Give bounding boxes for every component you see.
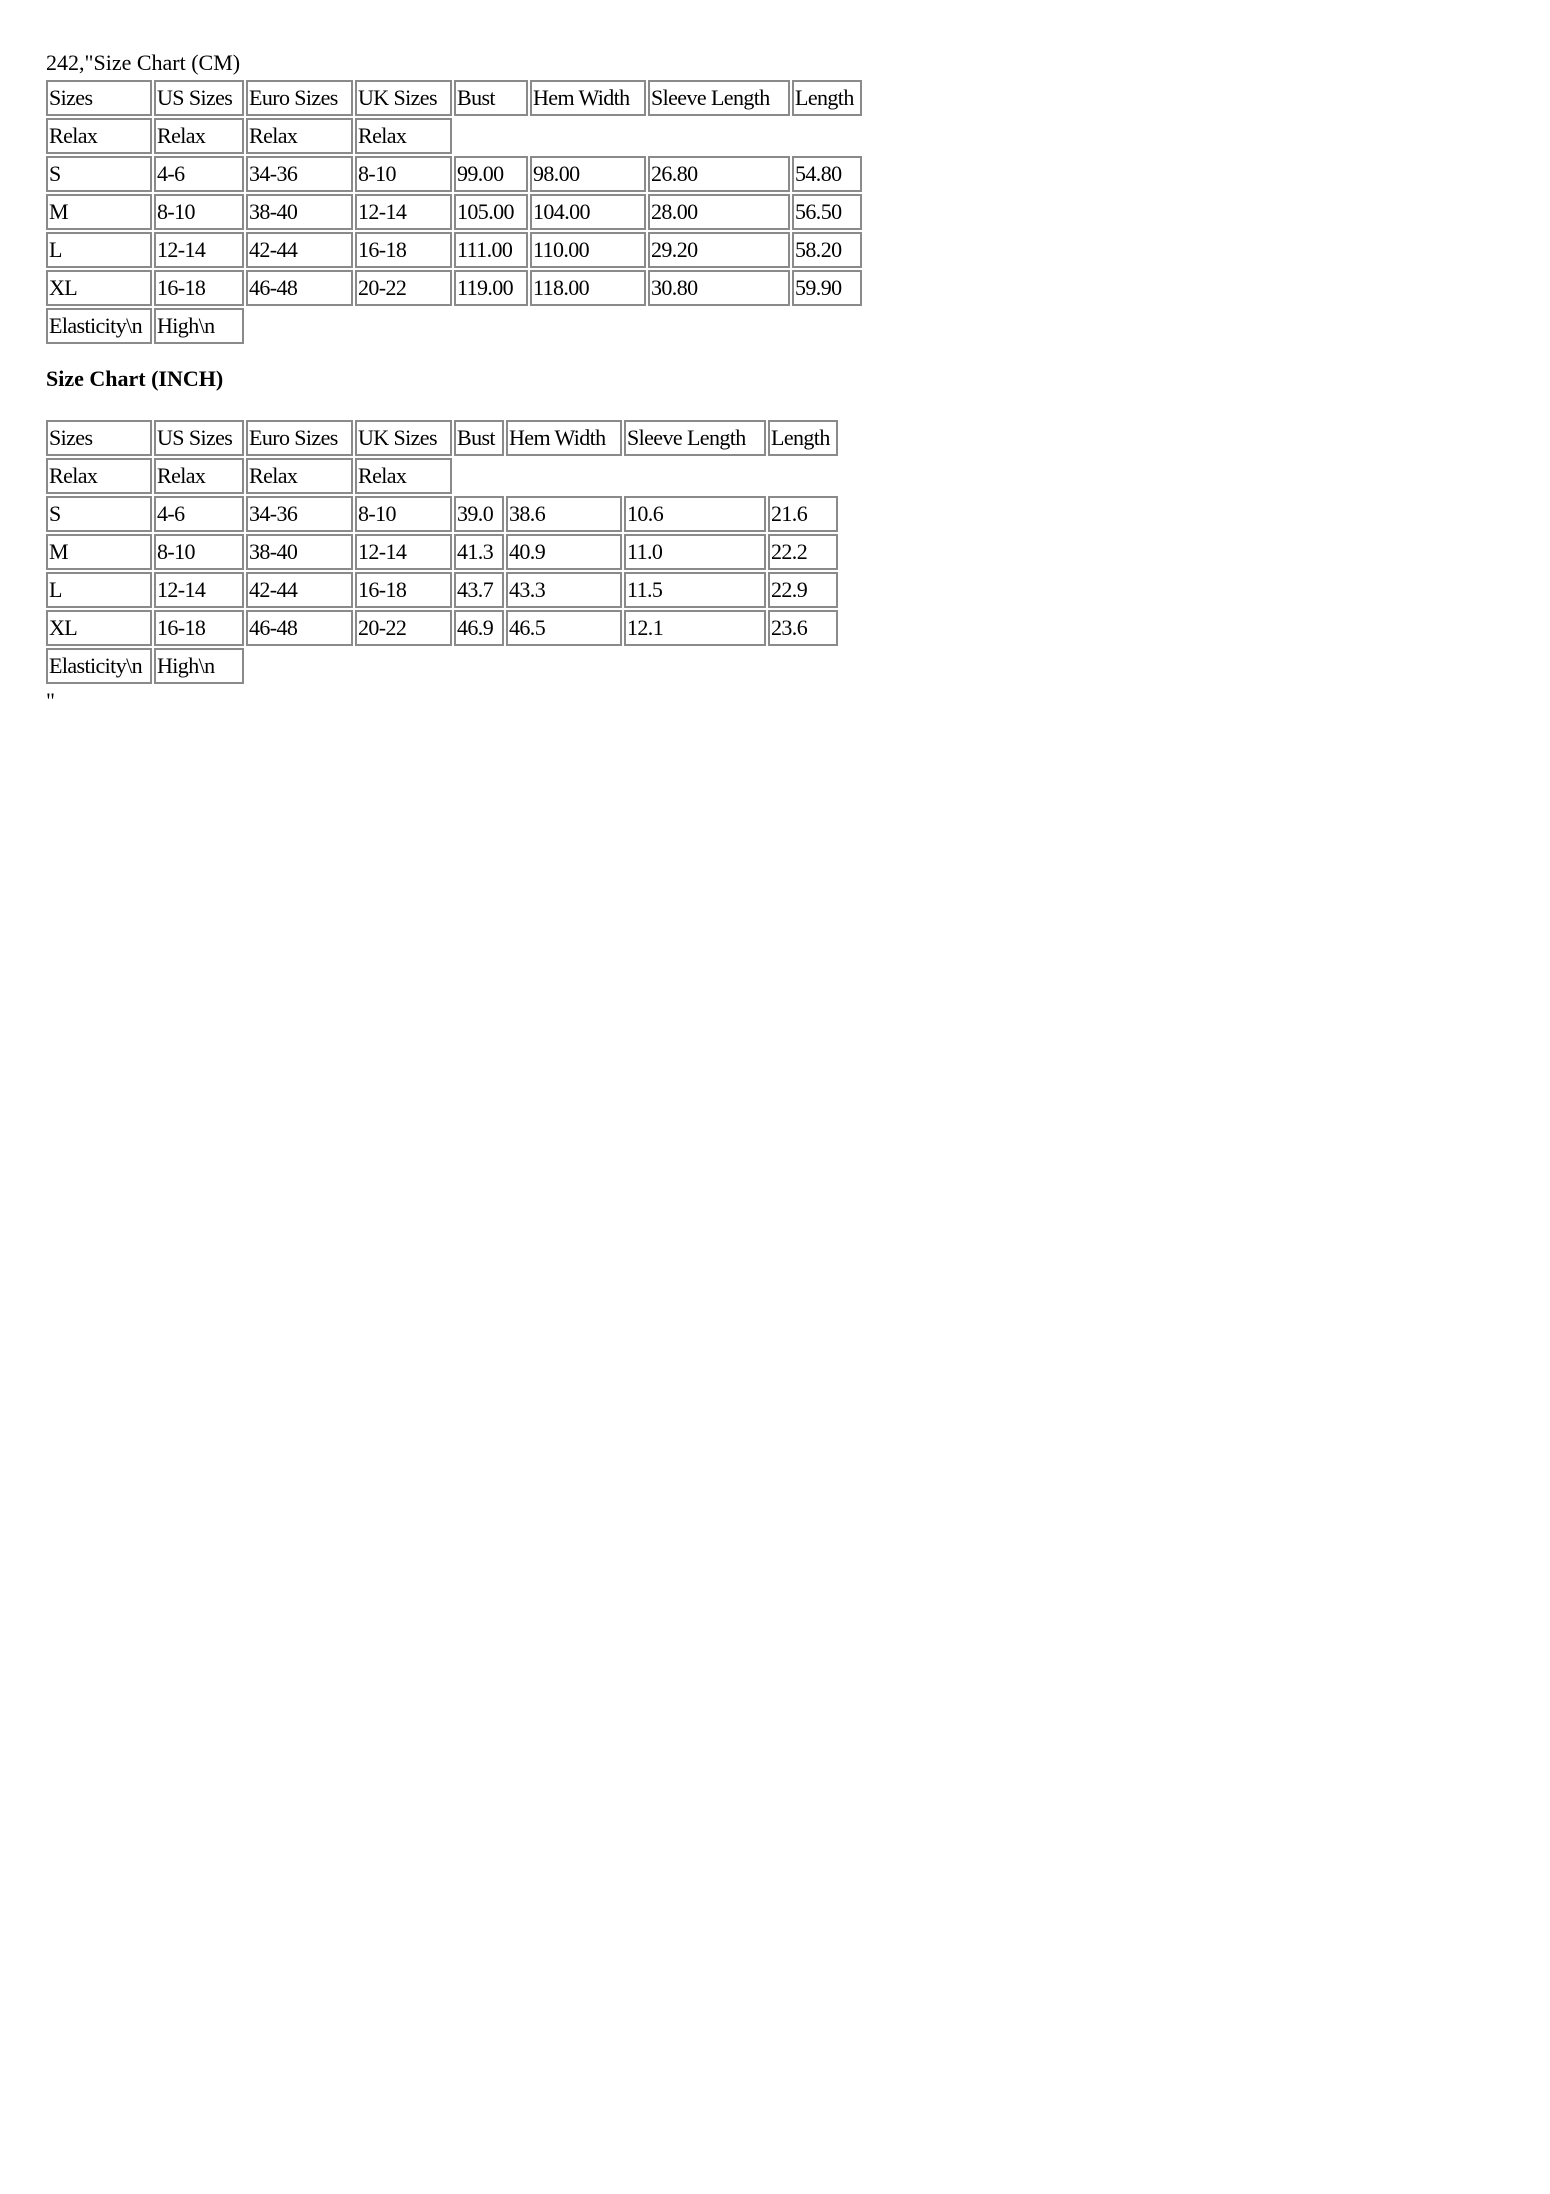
table-cell: 11.5 <box>624 572 766 608</box>
table-cell: 16-18 <box>154 610 244 646</box>
table-row <box>46 496 838 532</box>
header-cell-us-sizes: US Sizes <box>154 80 244 116</box>
table-cell: 29.20 <box>648 232 790 268</box>
empty-cell <box>768 458 838 494</box>
table-cell: 4-6 <box>154 496 244 532</box>
empty-cell <box>506 458 622 494</box>
elasticity-value-cell: High\n <box>154 648 244 684</box>
empty-cell <box>530 308 646 344</box>
table-cell: XL <box>46 270 152 306</box>
fit-cell: Relax <box>154 458 244 494</box>
empty-cell <box>454 118 528 154</box>
table-cell: 98.00 <box>530 156 646 192</box>
table-cell: 10.6 <box>624 496 766 532</box>
table-cell: 56.50 <box>792 194 862 230</box>
table-cell: 118.00 <box>530 270 646 306</box>
elasticity-value-cell: High\n <box>154 308 244 344</box>
header-cell-length: Length <box>792 80 862 116</box>
table-cell: 22.9 <box>768 572 838 608</box>
table-cell: 46-48 <box>246 270 353 306</box>
table-cell: M <box>46 534 152 570</box>
fit-cell: Relax <box>154 118 244 154</box>
header-cell-uk-sizes: UK Sizes <box>355 420 452 456</box>
table-cell: 8-10 <box>355 156 452 192</box>
elasticity-label-cell: Elasticity\n <box>46 308 152 344</box>
empty-cell <box>530 118 646 154</box>
fit-cell: Relax <box>355 118 452 154</box>
empty-cell <box>768 648 838 684</box>
fit-cell: Relax <box>46 458 152 494</box>
inch-chart-heading: Size Chart (INCH) <box>46 366 224 391</box>
fit-cell: Relax <box>246 118 353 154</box>
table-cell: 22.2 <box>768 534 838 570</box>
table-row <box>46 270 862 306</box>
table-cell: XL <box>46 610 152 646</box>
table-cell: 42-44 <box>246 232 353 268</box>
empty-cell <box>246 648 353 684</box>
table-cell: 12.1 <box>624 610 766 646</box>
empty-cell <box>246 308 353 344</box>
table-row <box>46 232 862 268</box>
empty-cell <box>648 308 790 344</box>
table-cell: 43.3 <box>506 572 622 608</box>
table-cell: 26.80 <box>648 156 790 192</box>
table-cell: 30.80 <box>648 270 790 306</box>
header-cell-uk-sizes: UK Sizes <box>355 80 452 116</box>
table-cell: 105.00 <box>454 194 528 230</box>
table-cell: M <box>46 194 152 230</box>
empty-cell <box>454 308 528 344</box>
table-header-row <box>46 80 862 116</box>
closing-line: " <box>46 688 55 713</box>
document <box>46 48 1046 716</box>
elasticity-row <box>46 648 838 684</box>
table-cell: 38-40 <box>246 194 353 230</box>
header-cell-euro-sizes: Euro Sizes <box>246 420 353 456</box>
table-cell: 16-18 <box>154 270 244 306</box>
table-cell: 34-36 <box>246 156 353 192</box>
table-cell: 12-14 <box>154 232 244 268</box>
table-cell: 104.00 <box>530 194 646 230</box>
table-cell: 110.00 <box>530 232 646 268</box>
table-cell: 8-10 <box>154 534 244 570</box>
empty-cell <box>454 458 504 494</box>
table-cell: S <box>46 496 152 532</box>
header-cell-hem-width: Hem Width <box>530 80 646 116</box>
empty-cell <box>792 308 862 344</box>
table-cell: 8-10 <box>355 496 452 532</box>
table-cell: 20-22 <box>355 270 452 306</box>
table-cell: 11.0 <box>624 534 766 570</box>
header-cell-sizes: Sizes <box>46 80 152 116</box>
table-cell: 21.6 <box>768 496 838 532</box>
table-cell: 46-48 <box>246 610 353 646</box>
empty-cell <box>792 118 862 154</box>
table-cell: 46.9 <box>454 610 504 646</box>
table-cell: 38-40 <box>246 534 353 570</box>
table-cell: 39.0 <box>454 496 504 532</box>
empty-cell <box>355 648 452 684</box>
empty-cell <box>506 648 622 684</box>
table-cell: 42-44 <box>246 572 353 608</box>
table-row <box>46 194 862 230</box>
table-cell: 54.80 <box>792 156 862 192</box>
header-cell-us-sizes: US Sizes <box>154 420 244 456</box>
table-cell: 59.90 <box>792 270 862 306</box>
table-cell: 20-22 <box>355 610 452 646</box>
header-cell-sleeve-length: Sleeve Length <box>624 420 766 456</box>
table-cell: 28.00 <box>648 194 790 230</box>
header-cell-sleeve-length: Sleeve Length <box>648 80 790 116</box>
table-cell: 41.3 <box>454 534 504 570</box>
header-cell-hem-width: Hem Width <box>506 420 622 456</box>
table-cell: 12-14 <box>355 194 452 230</box>
empty-cell <box>454 648 504 684</box>
elasticity-row <box>46 308 862 344</box>
table-cell: 111.00 <box>454 232 528 268</box>
empty-cell <box>624 458 766 494</box>
fit-cell: Relax <box>355 458 452 494</box>
table-cell: 16-18 <box>355 232 452 268</box>
fit-cell: Relax <box>46 118 152 154</box>
size-chart-cm-table <box>44 78 864 346</box>
table-cell: 99.00 <box>454 156 528 192</box>
table-cell: 12-14 <box>154 572 244 608</box>
table-row <box>46 534 838 570</box>
empty-cell <box>355 308 452 344</box>
table-cell: L <box>46 572 152 608</box>
header-cell-sizes: Sizes <box>46 420 152 456</box>
table-cell: 38.6 <box>506 496 622 532</box>
header-cell-euro-sizes: Euro Sizes <box>246 80 353 116</box>
table-cell: L <box>46 232 152 268</box>
table-cell: 46.5 <box>506 610 622 646</box>
table-cell: S <box>46 156 152 192</box>
empty-cell <box>624 648 766 684</box>
table-cell: 8-10 <box>154 194 244 230</box>
table-cell: 16-18 <box>355 572 452 608</box>
fit-row <box>46 458 838 494</box>
header-cell-bust: Bust <box>454 420 504 456</box>
table-cell: 40.9 <box>506 534 622 570</box>
elasticity-label-cell: Elasticity\n <box>46 648 152 684</box>
table-cell: 4-6 <box>154 156 244 192</box>
header-cell-bust: Bust <box>454 80 528 116</box>
fit-cell: Relax <box>246 458 353 494</box>
table-header-row <box>46 420 838 456</box>
table-cell: 12-14 <box>355 534 452 570</box>
table-row <box>46 610 838 646</box>
table-cell: 23.6 <box>768 610 838 646</box>
empty-cell <box>648 118 790 154</box>
table-cell: 34-36 <box>246 496 353 532</box>
table-row <box>46 572 838 608</box>
table-cell: 119.00 <box>454 270 528 306</box>
intro-line: 242,"Size Chart (CM) <box>46 50 241 75</box>
header-cell-length: Length <box>768 420 838 456</box>
size-chart-inch-table <box>44 418 840 686</box>
table-cell: 58.20 <box>792 232 862 268</box>
table-row <box>46 156 862 192</box>
fit-row <box>46 118 862 154</box>
table-cell: 43.7 <box>454 572 504 608</box>
